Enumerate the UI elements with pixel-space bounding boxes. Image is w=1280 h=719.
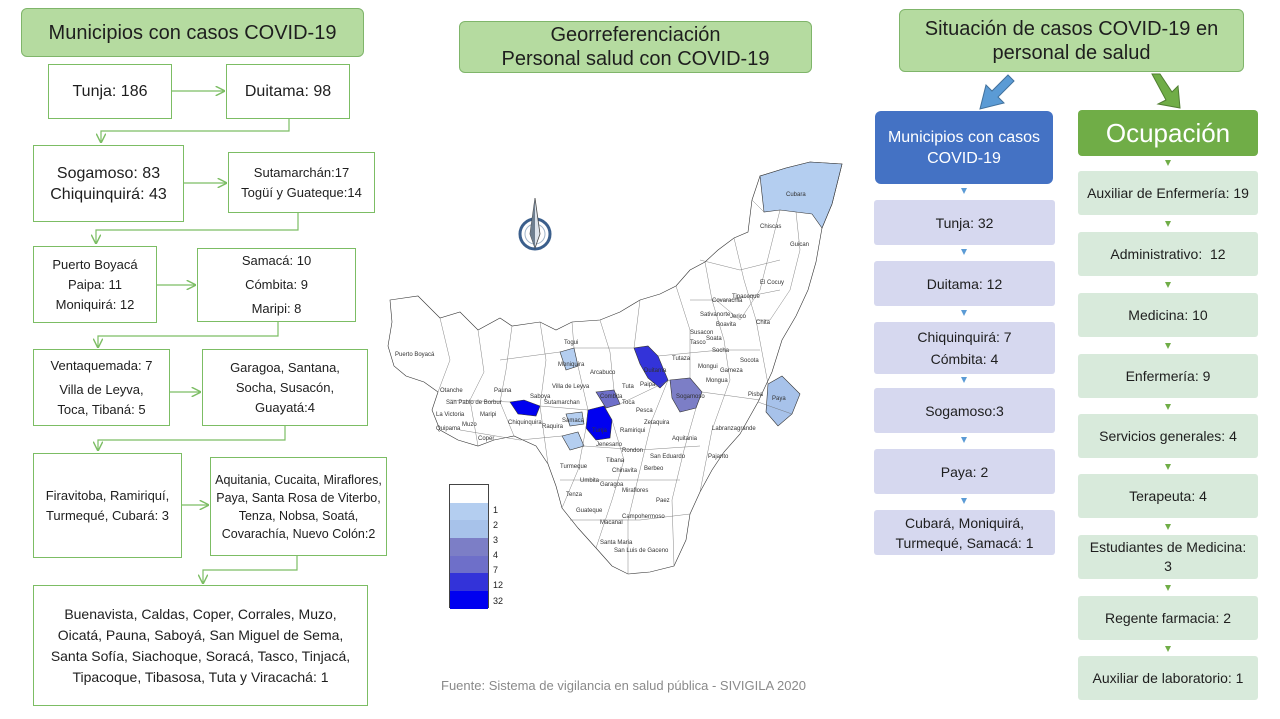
source-note: Fuente: Sistema de vigilancia en salud pública - SIVIGILA 2020	[441, 678, 806, 693]
map-label-tutaza: Tutaza	[672, 356, 691, 362]
map-label-tenza: Tenza	[566, 492, 583, 498]
box-ventaquemada-text: Ventaquemada: 7	[50, 357, 153, 373]
map-label-pesca: Pesca	[636, 408, 653, 414]
municipios-panel-title-text: Municipios con casos COVID-19	[887, 128, 1041, 167]
municipio-item-text: Sogamoso:3	[925, 402, 1004, 419]
municipio-item	[874, 388, 1055, 433]
map-label-zetaquira: Zetaquira	[644, 420, 670, 426]
map-label-tipacoque: Tipacoque	[732, 294, 760, 300]
header-georreferenciacion	[459, 21, 812, 73]
municipio-item-text: Cómbita: 4	[930, 351, 999, 367]
box-sutamarchan	[228, 152, 375, 213]
municipio-item	[874, 449, 1055, 494]
map-label-pisba: Pisba	[748, 392, 764, 398]
map-label-aquitania: Aquitania	[672, 436, 698, 442]
legend-swatch-5	[450, 573, 488, 591]
legend-label-5: 7	[493, 565, 499, 575]
map-label-moniquira: Moniquira	[558, 362, 585, 368]
map-label-duitama: Duitama	[644, 368, 667, 374]
map-label-coper: Coper	[478, 436, 495, 442]
map-label-sogamoso: Sogamoso	[676, 394, 705, 400]
municipio-item-text: Tunja: 32	[935, 214, 994, 231]
ocupacion-panel-title-text: Ocupación	[1105, 117, 1231, 148]
map-label-san-eduardo: San Eduardo	[650, 454, 686, 460]
map-label-muzo: Muzo	[462, 422, 477, 428]
box-duitama-text: Duitama: 98	[244, 83, 332, 100]
box-togui-text: Togüí y Guateque:14	[241, 184, 362, 200]
legend-label-3: 3	[493, 535, 499, 545]
map-label-ramiriqui: Ramiriqui	[620, 428, 646, 434]
map-label-chiscas: Chiscas	[760, 224, 782, 230]
compass-icon	[515, 196, 555, 256]
connector-icon	[961, 310, 967, 316]
municipio-item	[874, 200, 1055, 245]
map-label-villa-de-leyva: Villa de Leyva	[552, 384, 590, 390]
legend-swatch-3	[450, 538, 488, 556]
connector-icon	[1165, 221, 1171, 227]
map-label-miraflores: Miraflores	[622, 488, 649, 494]
municipio-item-text: Chiquinquirá: 7	[917, 329, 1012, 345]
arrow-to-municipios	[976, 73, 1016, 113]
connector-icon	[1165, 160, 1171, 166]
map-label-sativanorte: Sativanorte	[700, 312, 731, 318]
box-sutamarchan-text: Sutamarchán:17	[253, 164, 350, 180]
box-aquitania-text: Aquitania, Cucaita, Miraflores, Paya, Santa Rosa de Viterbo, Tenza, Nobsa, Soatá, Covarachía, Nuevo Colón:2	[215, 472, 382, 541]
map-label-quipama: Quipama	[436, 426, 461, 432]
map-label-labranzagrande: Labranzagrande	[712, 426, 756, 432]
map-label-mongua: Mongua	[706, 378, 728, 384]
box-chiquinquira-text: Chiquinquirá: 43	[50, 185, 167, 203]
map-label-socota: Socota	[740, 358, 759, 364]
map-label-puerto-boyaca: Puerto Boyacá	[395, 352, 435, 358]
map-label-rondon: Rondon	[622, 448, 644, 454]
ocupacion-item	[1078, 596, 1258, 640]
map-label-otanche: Otanche	[440, 388, 463, 394]
map-label-tibana: Tibana	[606, 458, 625, 464]
arrow-to-ocupacion	[1148, 72, 1188, 112]
map-label-berbeo: Berbeo	[644, 466, 664, 472]
connector-icon	[1165, 524, 1171, 530]
header-situacion-line1: Situación de casos COVID-19 en	[924, 17, 1219, 40]
connector-icon	[961, 498, 967, 504]
map-label-samaca: Samaca	[562, 418, 585, 424]
map-label-toca: Toca	[622, 400, 635, 406]
box-puerto-boyaca-text: Puerto Boyacá	[52, 256, 138, 272]
box-aquitania	[210, 457, 387, 556]
ocupacion-item	[1078, 293, 1258, 337]
box-tunja	[48, 64, 172, 119]
box-garagoa-text: Garagoa, Santana, Socha, Susacón, Guayatá:4	[230, 359, 340, 415]
map-label-paez: Paez	[656, 498, 670, 504]
map-label-san-pablo: San Pablo de Borbur	[446, 400, 502, 406]
box-buenavista	[33, 585, 368, 706]
map-label-socha: Socha	[712, 348, 730, 354]
ocupacion-item-text: Enfermería: 9	[1125, 367, 1211, 384]
legend-label-2: 2	[493, 520, 499, 530]
connector-icon	[961, 188, 967, 194]
header-municipios-text: Municipios con casos COVID-19	[48, 21, 337, 44]
ocupacion-item	[1078, 232, 1258, 276]
box-paipa-text: Paipa: 11	[68, 276, 122, 292]
arrow-row3-row4	[98, 322, 278, 347]
municipio-item	[874, 322, 1055, 374]
ocupacion-item-text: Auxiliar de laboratorio: 1	[1092, 669, 1244, 686]
map-label-soata: Soata	[706, 336, 722, 342]
header-situacion-line2: personal de salud	[992, 41, 1151, 64]
map-label-garagoa: Garagoa	[600, 482, 624, 488]
ocupacion-item-text: Terapeuta: 4	[1129, 487, 1207, 504]
legend-swatch-2	[450, 520, 488, 538]
map-label-guateque: Guateque	[576, 508, 603, 514]
municipio-item-text: Duitama: 12	[926, 275, 1003, 292]
header-municipios	[21, 8, 364, 57]
municipios-panel-title	[875, 111, 1053, 184]
box-sogamoso-text: Sogamoso: 83	[56, 164, 161, 182]
legend-swatch-1	[450, 503, 488, 521]
connector-icon	[1165, 585, 1171, 591]
ocupacion-item-text: Administrativo: 12	[1110, 245, 1226, 262]
box-firavitoba-text: Firavitoba, Ramiriquí, Turmequé, Cubará: 3	[45, 487, 170, 523]
map-label-tunja: Tunja	[592, 428, 607, 434]
map-label-chinavita: Chinavita	[612, 468, 638, 474]
map-label-paipa: Paipa	[640, 382, 656, 388]
map-label-togui: Togui	[564, 340, 579, 346]
map-label-el-cocuy: El Cocuy	[760, 280, 785, 286]
ocupacion-item	[1078, 656, 1258, 700]
connector-icon	[961, 377, 967, 383]
box-firavitoba	[33, 453, 182, 558]
map-label-combita: Combita	[600, 394, 623, 400]
legend-label-7: 32	[493, 596, 504, 606]
ocupacion-item	[1078, 354, 1258, 398]
map-label-tuta: Tuta	[622, 384, 634, 390]
header-geo-line2: Personal salud con COVID-19	[501, 48, 770, 70]
box-duitama	[226, 64, 350, 119]
map-label-covarachia: Covarachia	[712, 298, 743, 304]
legend-label-6: 12	[493, 580, 504, 590]
map-label-san-luis-de-gaceno: San Luis de Gaceno	[614, 548, 669, 554]
ocupacion-item	[1078, 474, 1258, 518]
map-label-turmeque: Turmeque	[560, 464, 588, 470]
box-tunja-text: Tunja: 186	[72, 83, 148, 100]
box-combita-text: Cómbita: 9	[245, 277, 308, 292]
map-label-susacon: Susacon	[690, 330, 714, 336]
box-toca-tibana-text: Toca, Tibaná: 5	[57, 401, 146, 417]
ocupacion-item	[1078, 535, 1258, 579]
map-label-pajarito: Pajarito	[708, 454, 729, 460]
map-label-saboya: Saboya	[530, 394, 551, 400]
legend-swatch-0	[450, 485, 488, 503]
box-ventaquemada	[33, 349, 170, 426]
map-label-santa-maria: Santa Maria	[600, 540, 633, 546]
box-garagoa	[202, 349, 368, 426]
header-geo-line1: Georreferenciación	[550, 24, 721, 46]
ocupacion-item-text: Servicios generales: 4	[1099, 427, 1237, 444]
arrow-row5-row6	[203, 556, 297, 583]
map-label-mongui: Mongui	[698, 364, 718, 370]
box-samaca-text: Samacá: 10	[241, 253, 312, 268]
ocupacion-item-text: Auxiliar de Enfermería: 19	[1087, 184, 1249, 201]
map-label-arcabuco: Arcabuco	[590, 370, 616, 376]
arrow-row1-row2	[101, 119, 289, 142]
map-label-chiquinquira: Chiquinquira	[508, 420, 542, 426]
box-sogamoso	[33, 145, 184, 222]
map-label-raquira: Raquira	[542, 424, 564, 430]
map-label-jenesano: Jenesano	[596, 442, 623, 448]
box-buenavista-text: Buenavista, Caldas, Coper, Corrales, Muzo, Oicatá, Pauna, Saboyá, San Miguel de Sema, Santa Sofía, Siachoque, Soracá, Tasco, Tinjacá, Tipacoque, Tibasosa, Tuta y Viracachá: 1	[50, 605, 351, 685]
connector-icon	[1165, 343, 1171, 349]
legend-swatch-4	[450, 556, 488, 574]
municipio-item-text: Paya: 2	[940, 463, 989, 480]
connector-icon	[961, 437, 967, 443]
ocupacion-item	[1078, 171, 1258, 215]
legend-label-1: 1	[493, 505, 499, 515]
map-label-pauna: Pauna	[494, 388, 512, 394]
map-label-gameza: Gameza	[720, 368, 743, 374]
map-label-campohermoso: Campohermoso	[622, 514, 665, 520]
ocupacion-item-text: Medicina: 10	[1128, 306, 1208, 323]
connector-icon	[1165, 646, 1171, 652]
header-situacion	[899, 9, 1244, 72]
map-label-tasco: Tasco	[690, 340, 706, 346]
legend-label-4: 4	[493, 550, 499, 560]
box-villa-de-leyva-text: Villa de Leyva,	[59, 381, 144, 397]
map-label-la-victoria: La Victoria	[436, 412, 465, 418]
connector-icon	[961, 249, 967, 255]
map-label-jerico: Jerico	[730, 314, 747, 320]
ocupacion-panel-title	[1078, 110, 1258, 156]
ocupacion-item-text: Regente farmacia: 2	[1104, 609, 1232, 626]
arrow-row4-row5	[98, 426, 285, 450]
map-legend	[449, 484, 489, 608]
box-samaca	[197, 248, 356, 322]
map-label-umbita: Umbita	[580, 478, 600, 484]
map-label-guican: Guican	[790, 242, 810, 248]
map-label-macanal: Macanal	[600, 520, 623, 526]
box-maripi-text: Maripi: 8	[251, 301, 302, 316]
map-label-sutamarchan: Sutamarchan	[544, 400, 580, 406]
connector-icon	[1165, 464, 1171, 470]
legend-swatch-6	[450, 591, 488, 609]
map-label-paya: Paya	[772, 396, 786, 402]
ocupacion-item	[1078, 414, 1258, 458]
box-moniquira-text: Moniquirá: 12	[55, 296, 135, 312]
box-puerto-boyaca	[33, 246, 157, 323]
map-label-chita: Chita	[756, 320, 771, 326]
ocupacion-item-text: Estudiantes de Medicina: 3	[1089, 539, 1247, 574]
map-label-maripi: Maripi	[480, 412, 497, 418]
municipio-item	[874, 510, 1055, 555]
map-label-boavita: Boavita	[716, 322, 737, 328]
map-label-cubara: Cubara	[786, 192, 806, 198]
connector-icon	[1165, 404, 1171, 410]
connector-icon	[1165, 282, 1171, 288]
municipio-item	[874, 261, 1055, 306]
municipio-item-text: Cubará, Moniquirá, Turmequé, Samacá: 1	[895, 514, 1034, 551]
